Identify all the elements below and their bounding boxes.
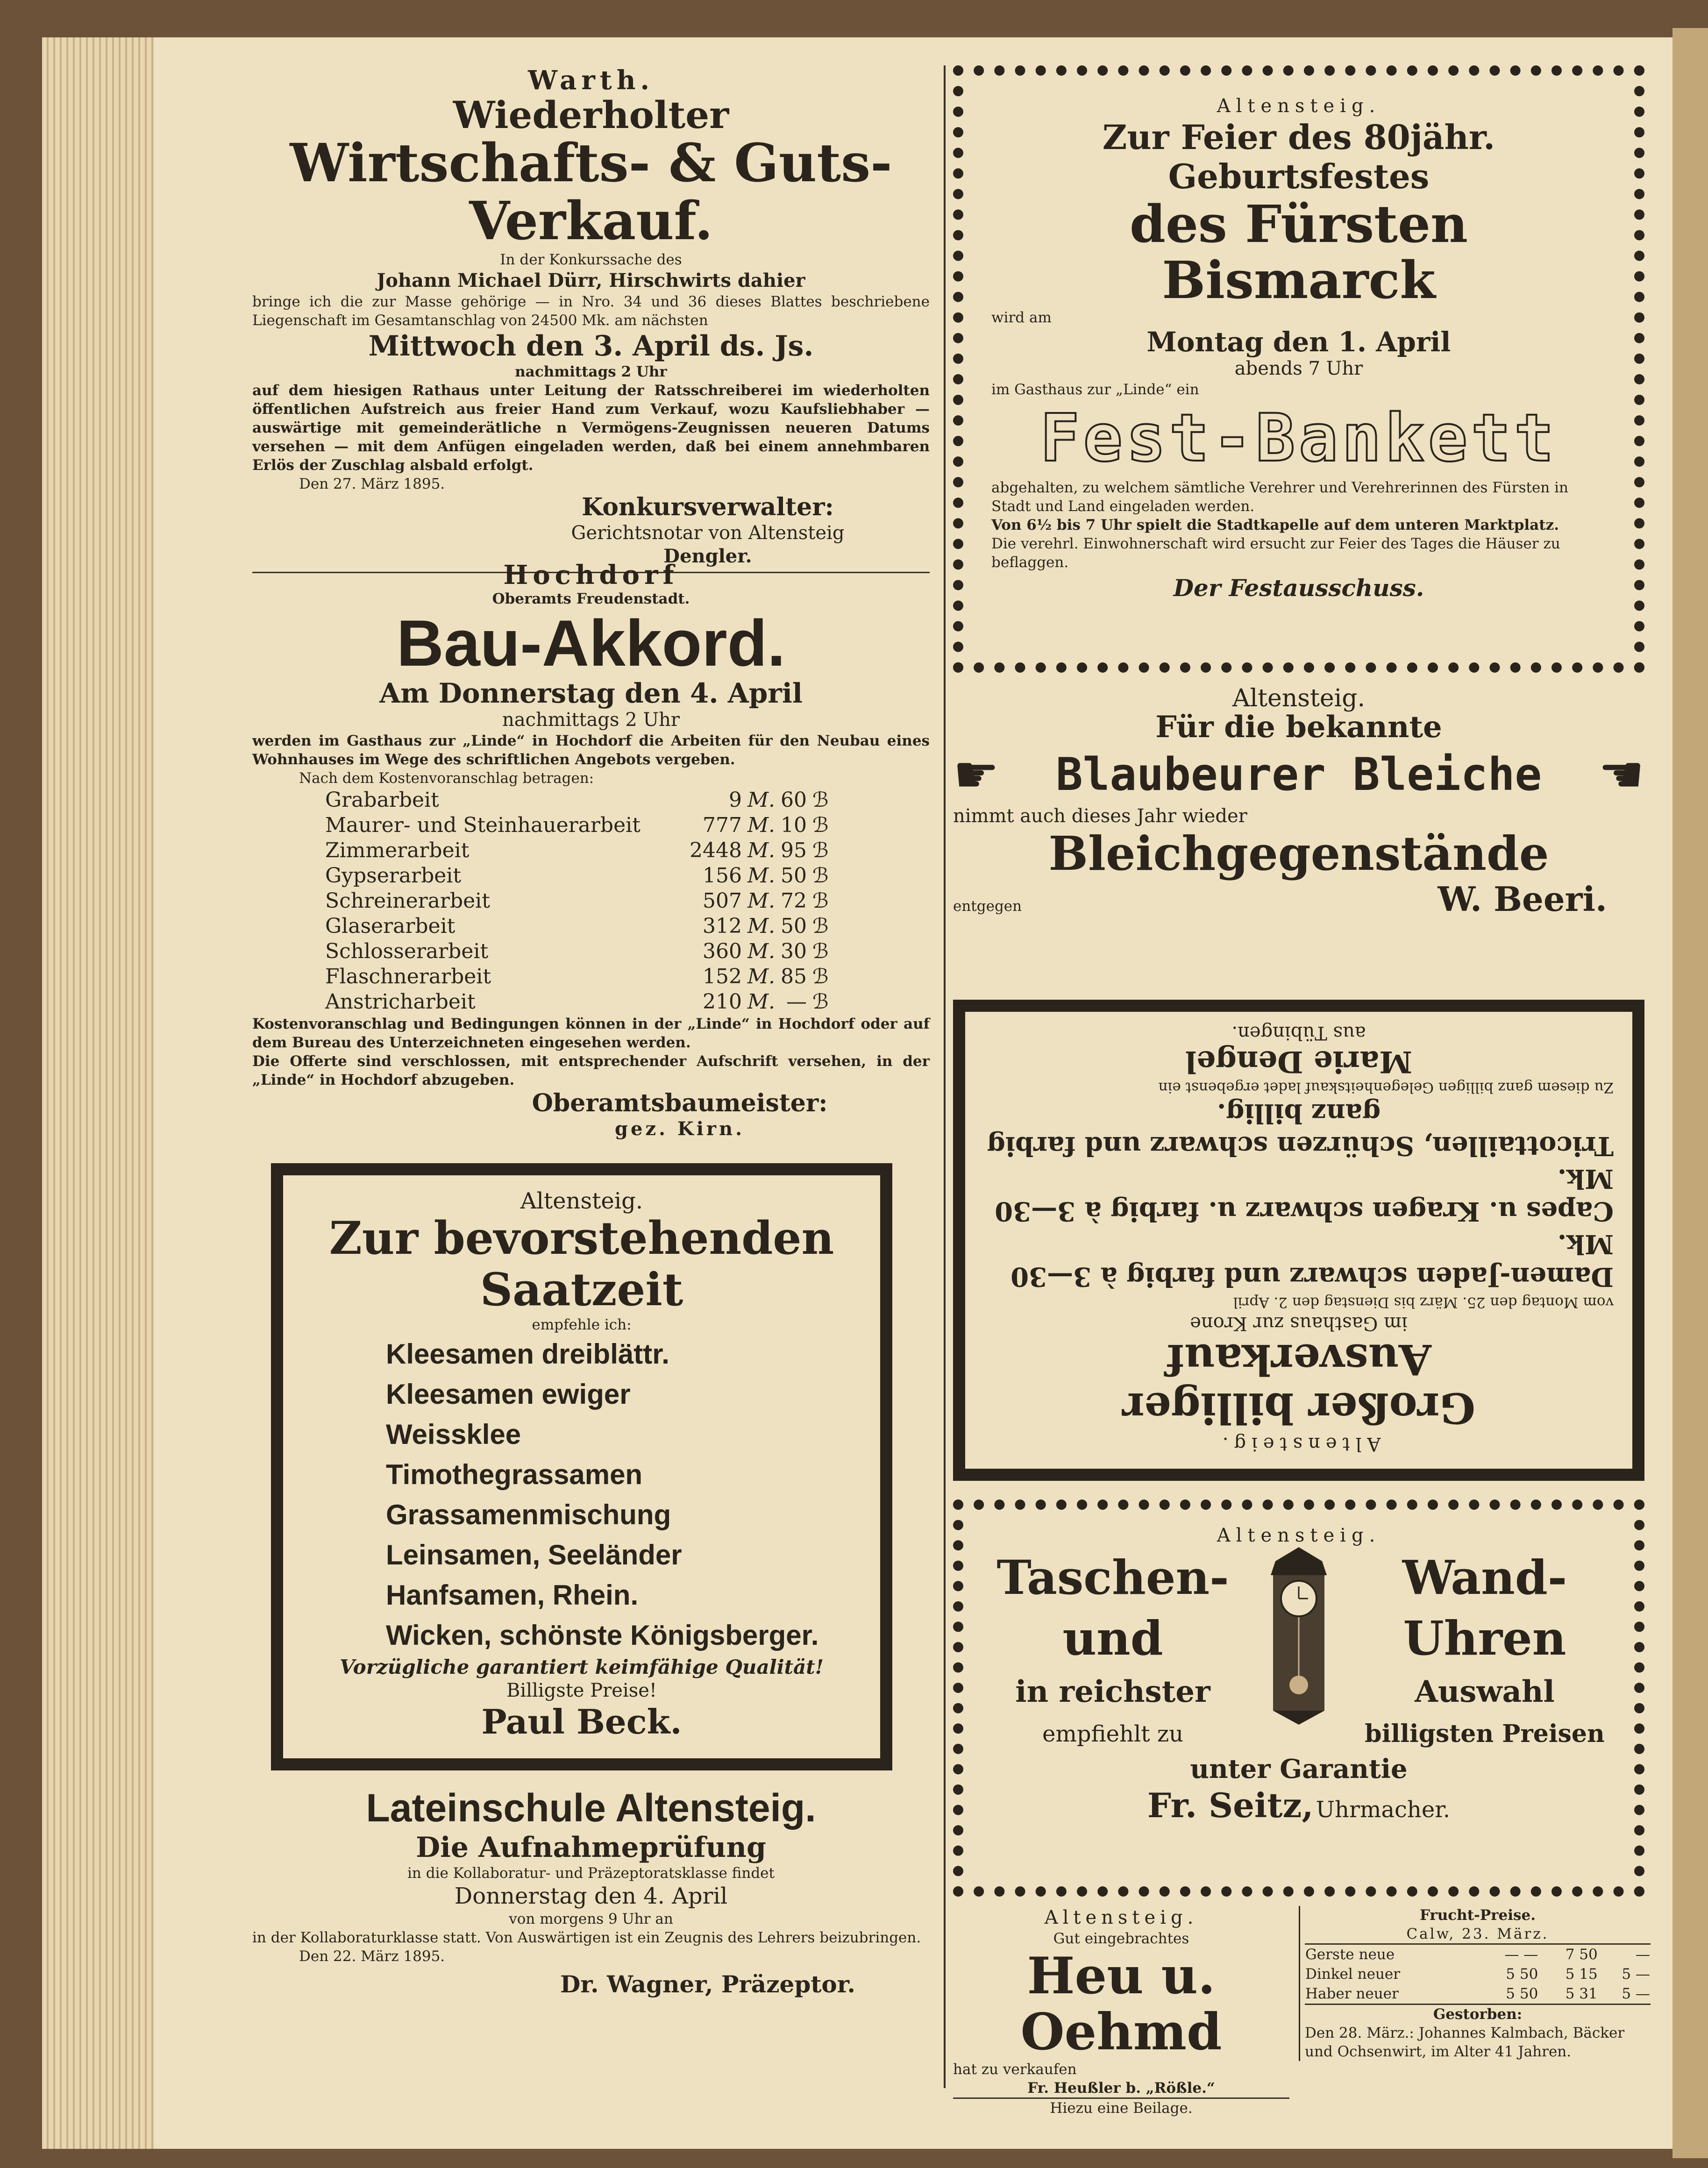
latein-time: von morgens 9 Uhr an <box>509 1911 673 1927</box>
uhren-body <box>982 1547 1615 1753</box>
uhren-right <box>1354 1547 1615 1753</box>
uhren-left3: empfiehlt zu <box>1042 1721 1184 1747</box>
ausverkauf-l2: vom Montag den 25. März bis Dienstag den 2. April <box>1233 1294 1614 1311</box>
warth-l1: In der Konkurssache des <box>500 251 682 268</box>
uhren-right1: Wand-Uhren <box>1402 1550 1567 1666</box>
hochdorf-title: Bau-Akkord. <box>396 606 786 680</box>
newspaper-page <box>154 37 1672 2149</box>
cost-cell-mu: M. <box>747 839 776 862</box>
cost-cell-p: — <box>786 990 807 1014</box>
cost-cell-m: 210 <box>703 990 742 1014</box>
saat-quality: Vorzügliche garantiert keimfähige Qualität! <box>339 1656 824 1678</box>
cost-cell-mu: M. <box>747 889 776 913</box>
ausverkauf-l7: Zu diesem ganz billigen Gelegenheitskauf ladet ergebenst ein <box>1158 1079 1614 1096</box>
cost-cell-p: 95 <box>781 839 807 862</box>
frucht-cell-name: Haber neuer <box>1305 1985 1399 2002</box>
uhren-sig: Fr. Seitz, <box>1147 1785 1314 1825</box>
seed-item: Kleesamen ewiger <box>386 1379 631 1410</box>
cost-table <box>322 788 832 1015</box>
cost-cell-pu: ℬ <box>812 965 829 988</box>
cost-cell-pu: ℬ <box>812 839 829 862</box>
uhren-l4: unter Garantie <box>1190 1754 1408 1784</box>
warth-l3: bringe ich die zur Masse gehörige — in Nro. 34 und 36 dieses Blattes beschriebene Liegenschaft im Gesamtanschlag von 24500 Mk. am nächsten <box>252 293 930 329</box>
bleiche-sig: W. Beeri. <box>1438 879 1607 919</box>
page-edges <box>42 37 154 2149</box>
latein-l1: in die Kollaboratur- und Präzeptoratsklasse findet <box>407 1865 775 1882</box>
ausverkauf-l3: Damen-Jaden schwarz und farbig à 3—30 Mk. <box>1011 1229 1614 1292</box>
cost-cell-m: 777 <box>703 813 742 837</box>
uhren-sig-row <box>982 1785 1615 1825</box>
seed-item: Hanfsamen, Rhein. <box>386 1579 639 1611</box>
cost-cell-name: Zimmerarbeit <box>325 839 470 862</box>
cost-cell-p: 10 <box>781 813 807 837</box>
hochdorf-l2: Nach dem Kostenvoranschlag betragen: <box>299 770 594 787</box>
frucht-row <box>1305 1945 1651 1964</box>
wall-clock-icon <box>1247 1547 1350 1753</box>
uhren-right3: billigsten Preisen <box>1365 1720 1605 1748</box>
ad-lateinschule <box>252 1784 930 2003</box>
frucht-cell-name: Gerste neue <box>1305 1946 1395 1963</box>
heu-l1: Gut eingebrachtes <box>1053 1930 1189 1947</box>
cost-cell-mu: M. <box>747 965 776 988</box>
frucht-title: Frucht-Preise. <box>1419 1907 1536 1924</box>
bismarck-l5: Die verehrl. Einwohnerschaft wird ersucht zur Feier des Tages die Häuser zu beflaggen. <box>991 535 1560 571</box>
cost-cell-m: 156 <box>703 864 742 888</box>
cost-cell-p: 60 <box>781 788 807 812</box>
cost-cell-mu: M. <box>747 990 776 1014</box>
cost-cell-p: 50 <box>781 864 807 888</box>
seed-item: Kleesamen dreiblättr. <box>386 1338 669 1370</box>
frucht-cell-b: 7 50 <box>1565 1946 1598 1963</box>
frucht-table <box>1305 1945 1651 2004</box>
cost-cell-p: 72 <box>781 889 807 913</box>
warth-dated: Den 27. März 1895. <box>299 476 445 492</box>
ad-heu <box>953 1906 1289 2118</box>
heu-sig: Fr. Heußler b. „Rößle.“ <box>1027 2080 1215 2097</box>
cost-cell-name: Schreinerarbeit <box>325 889 490 913</box>
cost-cell-m: 2448 <box>690 839 742 862</box>
cost-cell-pu: ℬ <box>812 788 829 812</box>
ausverkauf-sig2: aus Tübingen. <box>1231 1022 1366 1044</box>
cost-cell-pu: ℬ <box>812 914 829 938</box>
frucht-gest-text: Den 28. März.: Johannes Kalmbach, Bäcker und Ochsenwirt, im Alter 41 Jahren. <box>1305 2025 1625 2060</box>
seed-item: Weissklee <box>386 1419 521 1450</box>
latein-title: Lateinschule Altensteig. <box>366 1786 816 1830</box>
saat-price: Billigste Preise! <box>506 1680 657 1701</box>
frucht-cell-b: 5 31 <box>1565 1985 1598 2002</box>
hochdorf-place: Hochdorf <box>503 560 679 590</box>
warth-sig2: Gerichtsnotar von Altensteig <box>571 522 845 544</box>
frucht-sub: Calw, 23. März. <box>1406 1926 1549 1942</box>
cost-row <box>322 914 832 939</box>
bismarck-l4: Von 6½ bis 7 Uhr spielt die Stadtkapelle auf dem unteren Marktplatz. <box>991 517 1559 533</box>
ausverkauf-sig: Marie Dengel <box>1185 1044 1412 1079</box>
ausverkauf-place: Altensteig. <box>1217 1433 1381 1455</box>
cost-cell-pu: ℬ <box>812 889 829 913</box>
bismarck-time: abends 7 Uhr <box>1234 358 1363 379</box>
latein-sub: Die Aufnahmeprüfung <box>416 1831 766 1864</box>
bleiche-l3: entgegen <box>953 898 1022 915</box>
ausverkauf-l6: ganz billig. <box>1217 1098 1381 1129</box>
hochdorf-l4: Die Offerte sind verschlossen, mit entsprechender Aufschrift versehen, in der „Linde“ in Hochdorf abzugeben. <box>252 1053 930 1088</box>
latein-date: Donnerstag den 4. April <box>454 1883 728 1909</box>
saat-title: Zur bevorstehenden Saatzeit <box>329 1212 834 1316</box>
hochdorf-sig2: gez. Kirn. <box>614 1118 745 1140</box>
seed-item: Leinsamen, Seeländer <box>386 1539 682 1571</box>
hochdorf-date: Am Donnerstag den 4. April <box>379 677 803 709</box>
frucht-row <box>1305 1964 1651 1984</box>
cost-row <box>322 813 832 838</box>
bleiche-l2: nimmt auch dieses Jahr wieder <box>953 805 1247 827</box>
cost-cell-name: Anstricharbeit <box>325 990 476 1014</box>
frucht-cell-a: 5 50 <box>1506 1985 1538 2002</box>
bismarck-h2: des Fürsten Bismarck <box>1130 194 1468 310</box>
bismarck-sig: Der Festausschuss. <box>1173 574 1424 602</box>
cost-cell-pu: ℬ <box>812 864 829 888</box>
frucht-gest: Gestorben: <box>1433 2006 1523 2023</box>
pointing-hand-right-icon: ☛ <box>953 745 999 804</box>
warth-body: auf dem hiesigen Rathaus unter Leitung der Ratsschreiberei im wiederholten öffentlichen Aufstreich aus freier Hand zum Verkauf, wozu Kaufsliebhaber — auswärtige mit gemeinderätliche n Vermögens-Zeugnissen neueren Datums versehen — mit dem Anfügen eingeladen werden, daß bei einem annehmbaren Erlös der Zuschlag alsbald erfolgt. <box>252 382 930 474</box>
cost-cell-mu: M. <box>747 864 776 888</box>
uhren-left1: Taschen- und <box>996 1550 1229 1666</box>
cost-cell-name: Grabarbeit <box>325 788 439 812</box>
frucht-cell-c: 5 — <box>1622 1966 1650 1983</box>
hochdorf-l3: Kostenvoranschlag und Bedingungen können in der „Linde“ in Hochdorf oder auf dem Bureau des Unterzeichneten eingesehen werden. <box>252 1016 930 1051</box>
hochdorf-time: nachmittags 2 Uhr <box>502 709 680 731</box>
warth-sig3: Dengler. <box>663 545 752 567</box>
bleiche-title2: Bleichgegenstände <box>1048 826 1549 881</box>
frucht-cell-b: 5 15 <box>1565 1966 1598 1983</box>
ausverkauf-l1: im Gasthaus zur Krone <box>1190 1313 1408 1334</box>
bismarck-l3: abgehalten, zu welchem sämtliche Verehrer und Verehrerinnen des Fürsten in Stadt und Land eingeladen werden. <box>991 479 1568 515</box>
warth-l2: Johann Michael Dürr, Hirschwirts dahier <box>377 270 805 291</box>
cost-cell-pu: ℬ <box>812 939 829 963</box>
heu-title: Heu u. Oehmd <box>1020 1947 1222 2061</box>
seed-item: Timothegrassamen <box>386 1459 643 1490</box>
ad-bismarck <box>953 65 1644 673</box>
warth-place: Warth. <box>528 65 654 96</box>
cost-cell-name: Maurer- und Steinhauerarbeit <box>325 813 640 837</box>
cost-cell-p: 30 <box>781 939 807 963</box>
ad-ausverkauf-inverted <box>953 1000 1644 1481</box>
cost-cell-mu: M. <box>747 914 776 938</box>
saat-sig: Paul Beck. <box>481 1702 682 1742</box>
uhren-place: Altensteig. <box>1217 1525 1381 1546</box>
latein-l2: in der Kollaboraturklasse statt. Von Auswärtigen ist ein Zeugnis des Lehrers beizubringen. <box>252 1929 921 1946</box>
cost-cell-name: Gypserarbeit <box>325 864 462 888</box>
cost-cell-name: Schlosserarbeit <box>325 939 489 963</box>
bleiche-footer <box>953 879 1644 919</box>
cost-cell-name: Flaschnerarbeit <box>325 965 491 988</box>
bismarck-l1: wird am <box>991 309 1052 326</box>
ausverkauf-l5: Tricottaillen, Schürzen schwarz und farbig <box>987 1130 1614 1161</box>
bismarck-title: Fest-Bankett <box>1040 400 1558 476</box>
warth-head1: Wiederholter <box>453 93 729 137</box>
cost-cell-p: 85 <box>781 965 807 988</box>
bismarck-l2: im Gasthaus zur „Linde“ ein <box>991 381 1199 398</box>
frucht-cell-name: Dinkel neuer <box>1305 1966 1401 1983</box>
cost-cell-mu: M. <box>747 939 776 963</box>
cost-row <box>322 939 832 964</box>
hochdorf-l1: werden im Gasthaus zur „Linde“ in Hochdorf die Arbeiten für den Neubau eines Wohnhauses im Wege des schriftlichen Angebots vergeben. <box>252 732 930 768</box>
bleiche-place: Altensteig. <box>1232 684 1366 712</box>
heu-place: Altensteig. <box>1044 1907 1198 1928</box>
bismarck-date: Montag den 1. April <box>1146 326 1451 358</box>
uhren-left <box>982 1547 1244 1753</box>
seed-item: Wicken, schönste Königsberger. <box>386 1620 819 1651</box>
warth-sig1: Konkursverwalter: <box>582 493 834 521</box>
cost-cell-pu: ℬ <box>812 813 829 837</box>
bleiche-title-row <box>953 745 1644 804</box>
cost-cell-mu: M. <box>747 813 776 837</box>
ad-saatzeit <box>271 1163 892 1770</box>
warth-head2: Wirtschafts- & Guts-Verkauf. <box>290 133 892 252</box>
frucht-preise <box>1299 1906 1651 2061</box>
ausverkauf-l4: Capes u. Kragen schwarz u. farbig à 3—30 Mk. <box>995 1163 1614 1227</box>
frucht-cell-c: — <box>1636 1946 1650 1963</box>
ausverkauf-content <box>984 1021 1614 1456</box>
bleiche-l1: Für die bekannte <box>1155 710 1442 745</box>
cost-row <box>322 838 832 863</box>
bismarck-place: Altensteig. <box>1217 95 1381 117</box>
ad-hochdorf <box>252 561 930 1141</box>
frucht-cell-a: 5 50 <box>1506 1966 1538 1983</box>
uhren-right2: Auswahl <box>1415 1674 1555 1709</box>
right-page-edge <box>1672 28 1708 2158</box>
cost-row <box>322 863 832 889</box>
heu-foot: Hiezu eine Beilage. <box>1050 2100 1193 2117</box>
uhren-sig2: Uhrmacher. <box>1316 1797 1451 1823</box>
frucht-cell-a: — — <box>1504 1946 1538 1963</box>
hochdorf-sig1: Oberamtsbaumeister: <box>532 1089 828 1117</box>
frucht-row <box>1305 1984 1651 2004</box>
pointing-hand-left-icon: ☚ <box>1598 745 1644 804</box>
seed-item: Grassamenmischung <box>386 1499 671 1530</box>
cost-cell-p: 50 <box>781 914 807 938</box>
bismarck-h1: Zur Feier des 80jähr. Geburtsfestes <box>1102 117 1495 196</box>
bleiche-title: Blaubeurer Bleiche <box>1055 748 1542 801</box>
heu-l2: hat zu verkaufen <box>953 2061 1077 2078</box>
saat-place: Altensteig. <box>520 1188 643 1214</box>
saat-intro: empfehle ich: <box>532 1316 632 1333</box>
cost-cell-m: 9 <box>729 788 742 812</box>
cost-row <box>322 989 832 1015</box>
frucht-cell-c: 5 — <box>1622 1985 1650 2002</box>
cost-cell-m: 312 <box>703 914 742 938</box>
latein-dated: Den 22. März 1895. <box>299 1948 445 1965</box>
ad-warth <box>252 65 930 573</box>
hochdorf-sub: Oberamts Freudenstadt. <box>492 590 690 607</box>
seed-list <box>302 1334 861 1656</box>
ad-uhren <box>953 1500 1644 1897</box>
cost-cell-pu: ℬ <box>812 990 829 1014</box>
ad-bleiche <box>953 684 1644 919</box>
cost-cell-mu: M. <box>747 788 776 812</box>
cost-cell-m: 507 <box>703 889 742 913</box>
warth-time: nachmittags 2 Uhr <box>515 363 667 380</box>
cost-cell-name: Glaserarbeit <box>325 914 455 938</box>
ausverkauf-title: Großer billiger Ausverkauf <box>1122 1335 1475 1433</box>
cost-cell-m: 360 <box>703 939 742 963</box>
cost-row <box>322 889 832 914</box>
cost-row <box>322 788 832 813</box>
cost-row <box>322 964 832 989</box>
latein-sig: Dr. Wagner, Präzeptor. <box>560 1970 855 1998</box>
warth-date: Mittwoch den 3. April ds. Js. <box>368 330 814 363</box>
uhren-left2: in reichster <box>1015 1674 1210 1709</box>
cost-cell-m: 152 <box>703 965 742 988</box>
column-divider <box>944 65 946 2088</box>
